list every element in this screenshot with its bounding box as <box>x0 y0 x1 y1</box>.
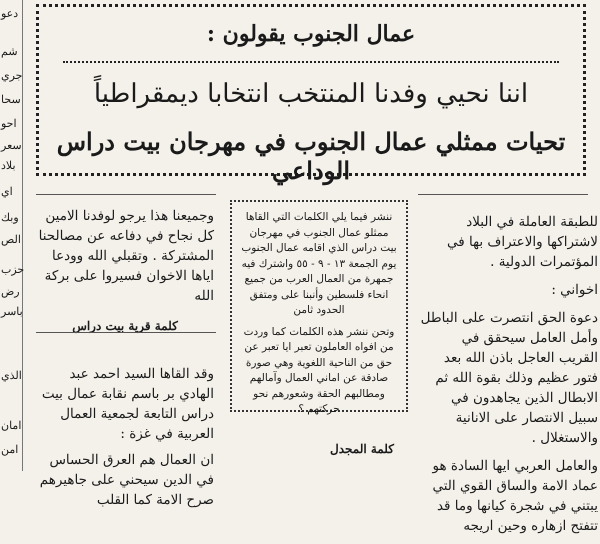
left-column-article <box>36 206 214 516</box>
margin-word: شم <box>1 45 18 58</box>
margin-word: احو <box>1 117 17 130</box>
margin-word: باسر <box>1 305 23 318</box>
article-paragraph: للطبقة العاملة في البلاد لاشتراكها والاعتراف بها في المؤتمرات الدولية . <box>446 214 598 270</box>
column-rule <box>36 332 216 333</box>
article-paragraph: اخواني : <box>551 282 598 298</box>
margin-word: اي <box>1 185 13 198</box>
margin-word: امان <box>1 419 22 432</box>
margin-word: حزب <box>1 263 25 276</box>
headline-main: اننا نحيي وفدنا المنتخب انتخابا ديمقراطياً <box>93 79 529 109</box>
headline-box <box>36 4 586 185</box>
editorial-note-box <box>230 200 408 415</box>
article-paragraph: ان العمال هم العرق الحساس في الدين سيحني على جاهيرهم صرح الامة كما القلب <box>39 452 214 508</box>
headline-divider <box>63 61 559 63</box>
column-rule <box>36 194 216 195</box>
margin-word: سعر <box>1 139 22 152</box>
margin-word: دعو <box>1 7 19 20</box>
headline-sub: تحيات ممثلي عمال الجنوب في مهرجان بيت دراس الوداعي <box>56 127 566 185</box>
article-paragraph: وجميعنا هذا يرجو لوفدنا الامين كل نجاح في دفاعه عن مصالحنا المشتركة . وتقبلي الله وودعا اياها الاخوان فسيروا على بركة الله <box>38 208 214 304</box>
margin-word: جري <box>1 69 23 82</box>
margin-word: الذي <box>1 369 22 382</box>
margin-word: وبك <box>1 211 19 224</box>
margin-word: سحا <box>1 93 21 106</box>
article-paragraph: وقد القاها السيد احمد عبد الهادي بر باسم نقابة عمال بيت دراس التابعة لجمعية العمال العربية في غزة : <box>41 366 214 442</box>
right-column-article <box>420 212 598 544</box>
margin-word: امن <box>1 443 19 456</box>
headline-overline: عمال الجنوب يقولون : <box>206 21 416 47</box>
margin-word: رض <box>1 285 20 298</box>
left-margin-fragments <box>0 0 23 471</box>
article-paragraph: والعامل العربي ايها السادة هو عماد الامة والساق القوي التي يبتني في شجرة كيانها وما قد تتفتح ازهاره وحين اريجه <box>432 458 598 534</box>
note-paragraph: وتحن ننشر هذه الكلمات كما وردت من افواه العاملون تعبر ايا تعبر عن حق من الناحية اللغوية وهي صورة صادقة عن اماني العمال وآمالهم ومطالبهم الحقة وشعورهم نحو حركتهم ؟ <box>243 325 395 415</box>
column-rule <box>418 194 588 195</box>
note-paragraph: ننشر فيما يلي الكلمات التي القاها ممثلو عمال الجنوب في مهرجان بيت دراس الذي اقامه عمال الجنوب يوم الجمعة ١٣ - ٩ - ٥٥ واشترك فيه جمهرة من العمال العرب من جميع انحاء فلسطين وأنبنا على ومتفق الحدود ثامن <box>241 211 397 316</box>
margin-word: بلاد <box>1 159 16 172</box>
speech-signature: كلمة قرية بيت دراس <box>72 319 178 333</box>
margin-word: الص <box>1 233 21 246</box>
section-signature: كلمة المجدل <box>330 442 394 456</box>
article-paragraph: دعوة الحق انتصرت على الباطل وأمل العامل سيحقق في القريب العاجل باذن الله بعد فتور عظيم وذلك بقوة الله ثم الابطال الذين يجاهدون في سبيل الانتصار على الانانية والاستغلال . <box>420 310 598 446</box>
